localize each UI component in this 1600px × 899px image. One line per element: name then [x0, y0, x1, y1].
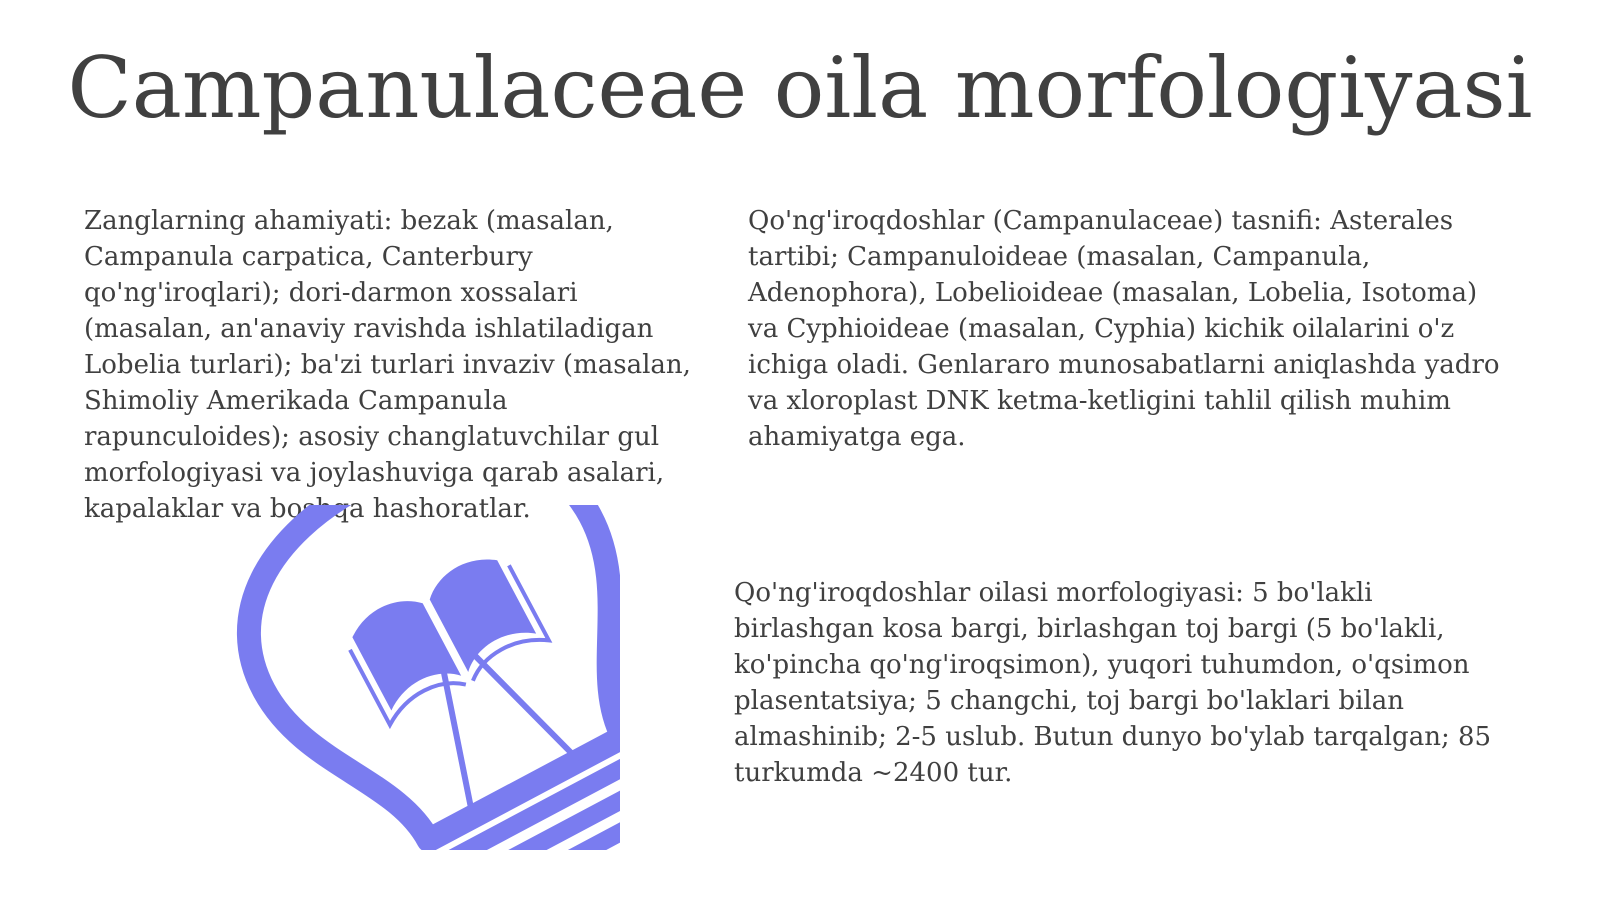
significance-text: Zanglarning ahamiyati: bezak (masalan, Campanula carpatica, Canterbury qo'ng'iroqlari); dori-darmon xossalari (masalan, an'anaviy ravishda ishlatiladigan Lobelia turlari); ba'zi turlari invaziv (masalan, Shimoliy Amerikada Campanula rapunculoides); asosiy changlatuvchilar gul morfologiyasi va joylashuviga qarab asalari, kapalaklar va boshqa hashoratlar.	[84, 206, 691, 524]
morphology-text: Qo'ng'iroqdoshlar oilasi morfologiyasi: 5 bo'lakli birlashgan kosa bargi, birlashgan toj bargi (5 bo'lakli, ko'pincha qo'ng'iroqsimon), yuqori tuhumdon, o'qsimon plasentatsiya; 5 changchi, toj bargi bo'laklari bilan almashinib; 2-5 uslub. Butun dunyo bo'ylab tarqalgan; 85 turkumda ~2400 tur.	[734, 578, 1492, 788]
lightbulb-book-icon	[200, 505, 620, 850]
slide-title: Campanulaceae oila morfologiyasi	[67, 39, 1533, 137]
classification-text: Qo'ng'iroqdoshlar (Campanulaceae) tasnifi: Asterales tartibi; Campanuloideae (masalan, Campanula, Adenophora), Lobelioideae (masalan, Lobelia, Isotoma) va Cyphioideae (masalan, Cyphia) kichik oilalarini o'z ichiga oladi. Genlararo munosabatlarni aniqlashda yadro va xloroplast DNK ketma-ketligini tahlil qilish muhim ahamiyatga ega.	[748, 206, 1500, 452]
